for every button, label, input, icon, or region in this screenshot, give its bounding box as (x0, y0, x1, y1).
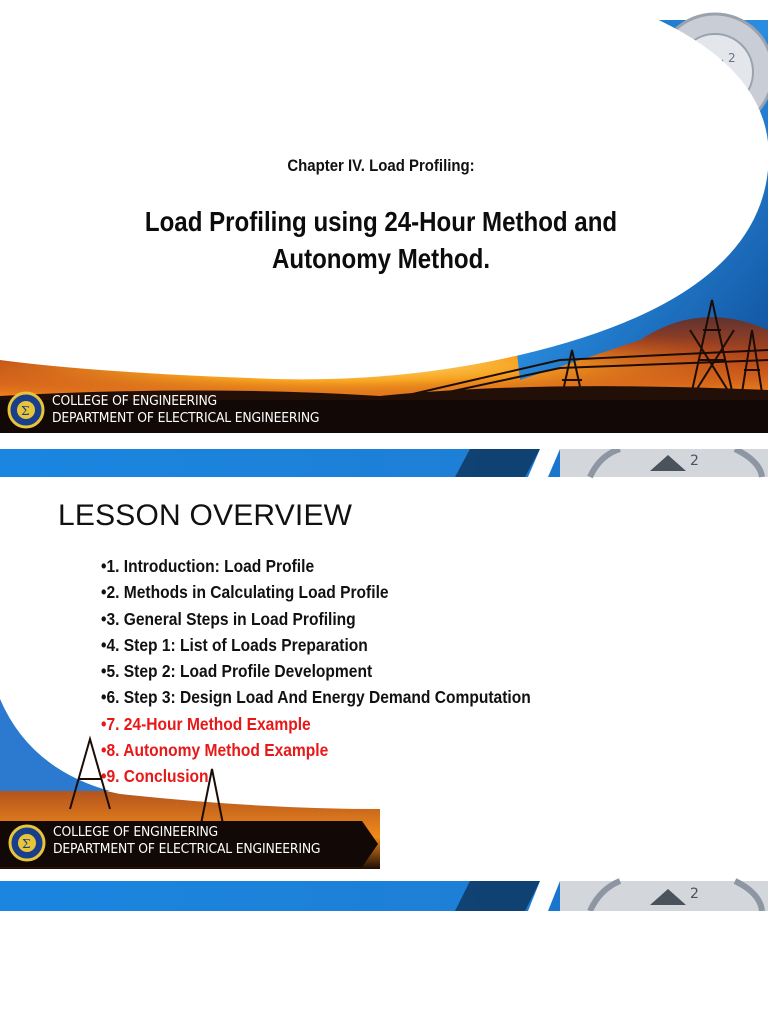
overview-list-item: •4. Step 1: List of Loads Preparation (101, 634, 368, 655)
overview-list-item: •8. Autonomy Method Example (101, 740, 329, 761)
svg-text:2: 2 (728, 51, 736, 65)
overview-list-item: •5. Step 2: Load Profile Development (101, 661, 373, 682)
overview-list-item: •9. Conclusion (101, 766, 209, 787)
overview-footer-line-department: DEPARTMENT OF ELECTRICAL ENGINEERING (53, 841, 321, 857)
title-slide (0, 0, 768, 433)
lesson-overview-list (101, 553, 584, 790)
overview-list-item: •2. Methods in Calculating Load Profile (101, 582, 389, 603)
overview-footer-college-name (53, 824, 320, 858)
slide-title-line-2: Autonomy Method. (271, 243, 491, 274)
overview-list-item: •1. Introduction: Load Profile (101, 556, 315, 576)
svg-text:2: 2 (690, 886, 699, 902)
overview-list-item: •7. 24-Hour Method Example (101, 713, 311, 734)
slide-title (53, 203, 708, 277)
lesson-overview-heading: LESSON OVERVIEW (58, 499, 353, 532)
overview-slide (0, 449, 768, 911)
slide-title-line-1: Load Profiling using 24-Hour Method and (144, 206, 618, 237)
overview-footer-line-college: COLLEGE OF ENGINEERING (53, 824, 218, 840)
overview-list-item: •6. Step 3: Design Load And Energy Demand Computation (101, 687, 531, 708)
chapter-subtitle: Chapter IV. Load Profiling: (287, 156, 475, 175)
college-logo-icon (9, 393, 43, 427)
svg-text:2: 2 (690, 453, 699, 469)
footer-line-department: DEPARTMENT OF ELECTRICAL ENGINEERING (52, 410, 320, 426)
footer-line-college: COLLEGE OF ENGINEERING (52, 393, 217, 409)
svg-text:Σ: Σ (21, 404, 30, 418)
footer-college-name (52, 393, 319, 427)
svg-text:Σ: Σ (22, 837, 31, 851)
overview-list-item: •3. General Steps in Load Profiling (101, 608, 356, 629)
overview-college-logo-icon (10, 826, 44, 860)
